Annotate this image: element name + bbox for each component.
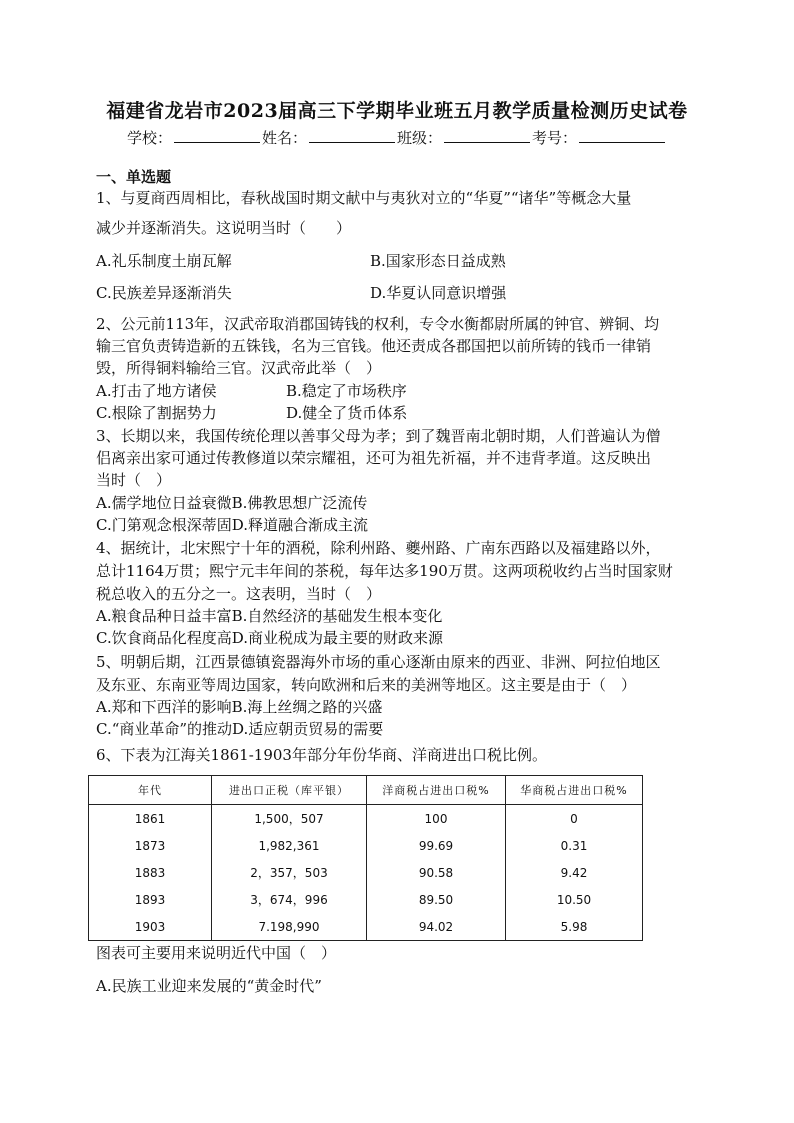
table-row (89, 832, 643, 859)
exam-number-blank[interactable] (579, 128, 665, 143)
school-blank[interactable] (174, 128, 260, 143)
table-row (89, 805, 643, 833)
q1-line-1: 1、与夏商西周相比，春秋战国时期文献中与夷狄对立的“华夏”“诸华”等概念大量 (96, 189, 632, 207)
table-header-cell: 华商税占进出口税% (506, 776, 643, 805)
table-cell: 2，357，503 (212, 859, 367, 886)
table-cell: 1,982,361 (212, 832, 367, 859)
class-blank[interactable] (444, 128, 530, 143)
q5-options-cd[interactable]: C.“商业革命”的推动D.适应朝贡贸易的需要 (96, 720, 384, 738)
table-cell: 9.42 (506, 859, 643, 886)
table-header-cell: 洋商税占进出口税% (367, 776, 506, 805)
table-cell: 1861 (134, 811, 166, 826)
table-cell: 1883 (134, 865, 166, 880)
customs-tax-table (88, 775, 643, 941)
q4-options-cd[interactable]: C.饮食商品化程度高D.商业税成为最主要的财政来源 (96, 629, 443, 647)
table-header-cell: 进出口正税（库平银） (212, 776, 367, 805)
q5-line-1: 5、明朝后期，江西景德镇瓷器海外市场的重心逐渐由原来的西亚、非洲、阿拉伯地区 (96, 653, 661, 671)
q1-option-d[interactable]: D.华夏认同意识增强 (370, 284, 507, 302)
name-blank[interactable] (309, 128, 395, 143)
school-label: 学校： (126, 129, 172, 147)
q2-option-b[interactable]: B.稳定了市场秩序 (286, 382, 407, 400)
table-cell: 1903 (134, 919, 166, 934)
table-cell: 5.98 (506, 913, 643, 941)
table-cell: 10.50 (506, 886, 643, 913)
q5-line-2: 及东亚、东南亚等周边国家，转向欧洲和后来的美洲等地区。这主要是由于（ ） (96, 676, 637, 694)
student-info-line (0, 127, 794, 148)
table-cell: 1873 (134, 838, 166, 853)
q1-option-c[interactable]: C.民族差异逐渐消失 (96, 284, 232, 302)
q3-line-3: 当时（ ） (96, 471, 172, 489)
q6-question: 图表可主要用来说明近代中国（ ） (96, 944, 337, 962)
section-heading: 一、单选题 (96, 168, 172, 186)
q2-option-d[interactable]: D.健全了货币体系 (286, 404, 408, 422)
q4-options-ab[interactable]: A.粮食品种日益丰富B.自然经济的基础发生根本变化 (96, 607, 443, 625)
table-row (89, 886, 643, 913)
table-cell: 7.198,990 (212, 913, 367, 941)
q3-options-cd[interactable]: C.门第观念根深蒂固D.释道融合渐成主流 (96, 516, 368, 534)
table-cell: 1,500，507 (212, 805, 367, 833)
page-title: 福建省龙岩市2023届高三下学期毕业班五月教学质量检测历史试卷 (106, 100, 688, 122)
table-header-row (89, 776, 643, 805)
q2-line-3: 毁，所得铜料输给三官。汉武帝此举（ ） (96, 359, 382, 377)
table-cell: 3，674，996 (212, 886, 367, 913)
q3-options-ab[interactable]: A.儒学地位日益衰微B.佛教思想广泛流传 (96, 494, 368, 512)
q6-intro: 6、下表为江海关1861-1903年部分年份华商、洋商进出口税比例。 (96, 746, 547, 764)
q4-line-3: 税总收入的五分之一。这表明，当时（ ） (96, 585, 382, 603)
q1-line-2: 减少并逐渐消失。这说明当时（ ） (96, 219, 352, 237)
q3-line-2: 侣离亲出家可通过传教修道以荣宗耀祖，还可为祖先祈福，并不违背孝道。这反映出 (96, 449, 652, 467)
table-cell: 90.58 (367, 859, 506, 886)
table-cell: 1893 (134, 892, 166, 907)
q4-line-2: 总计1164万贯；熙宁元丰年间的茶税，每年达多190万贯。这两项税收约占当时国家财 (96, 562, 673, 580)
q6-option-a[interactable]: A.民族工业迎来发展的“黄金时代” (96, 977, 322, 995)
table-cell: 100 (367, 805, 506, 833)
class-label: 班级： (397, 129, 443, 147)
q2-option-a[interactable]: A.打击了地方诸侯 (96, 382, 217, 400)
table-header-cell: 年代 (89, 776, 212, 805)
table-cell: 94.02 (367, 913, 506, 941)
q4-line-1: 4、据统计，北宋熙宁十年的酒税，除利州路、夔州路、广南东西路以及福建路以外， (96, 539, 661, 557)
q5-options-ab[interactable]: A.郑和下西洋的影响B.海上丝绸之路的兴盛 (96, 698, 383, 716)
table-row (89, 913, 643, 941)
table-cell: 89.50 (367, 886, 506, 913)
q2-option-c[interactable]: C.根除了割据势力 (96, 404, 217, 422)
q2-line-1: 2、公元前113年，汉武帝取消郡国铸钱的权利，专令水衡都尉所属的钟官、辨铜、均 (96, 315, 660, 333)
q1-option-b[interactable]: B.国家形态日益成熟 (370, 252, 506, 270)
table-cell: 0 (506, 805, 643, 833)
table-row (89, 859, 643, 886)
q3-line-1: 3、长期以来，我国传统伦理以善事父母为孝；到了魏晋南北朝时期，人们普遍认为僧 (96, 427, 661, 445)
exam-number-label: 考号： (532, 129, 578, 147)
table-cell: 99.69 (367, 832, 506, 859)
q1-option-a[interactable]: A.礼乐制度土崩瓦解 (96, 252, 232, 270)
table-cell: 0.31 (506, 832, 643, 859)
q2-line-2: 输三官负责铸造新的五铢钱，名为三官钱。他还责成各郡国把以前所铸的钱币一律销 (96, 337, 652, 355)
name-label: 姓名： (261, 129, 307, 147)
